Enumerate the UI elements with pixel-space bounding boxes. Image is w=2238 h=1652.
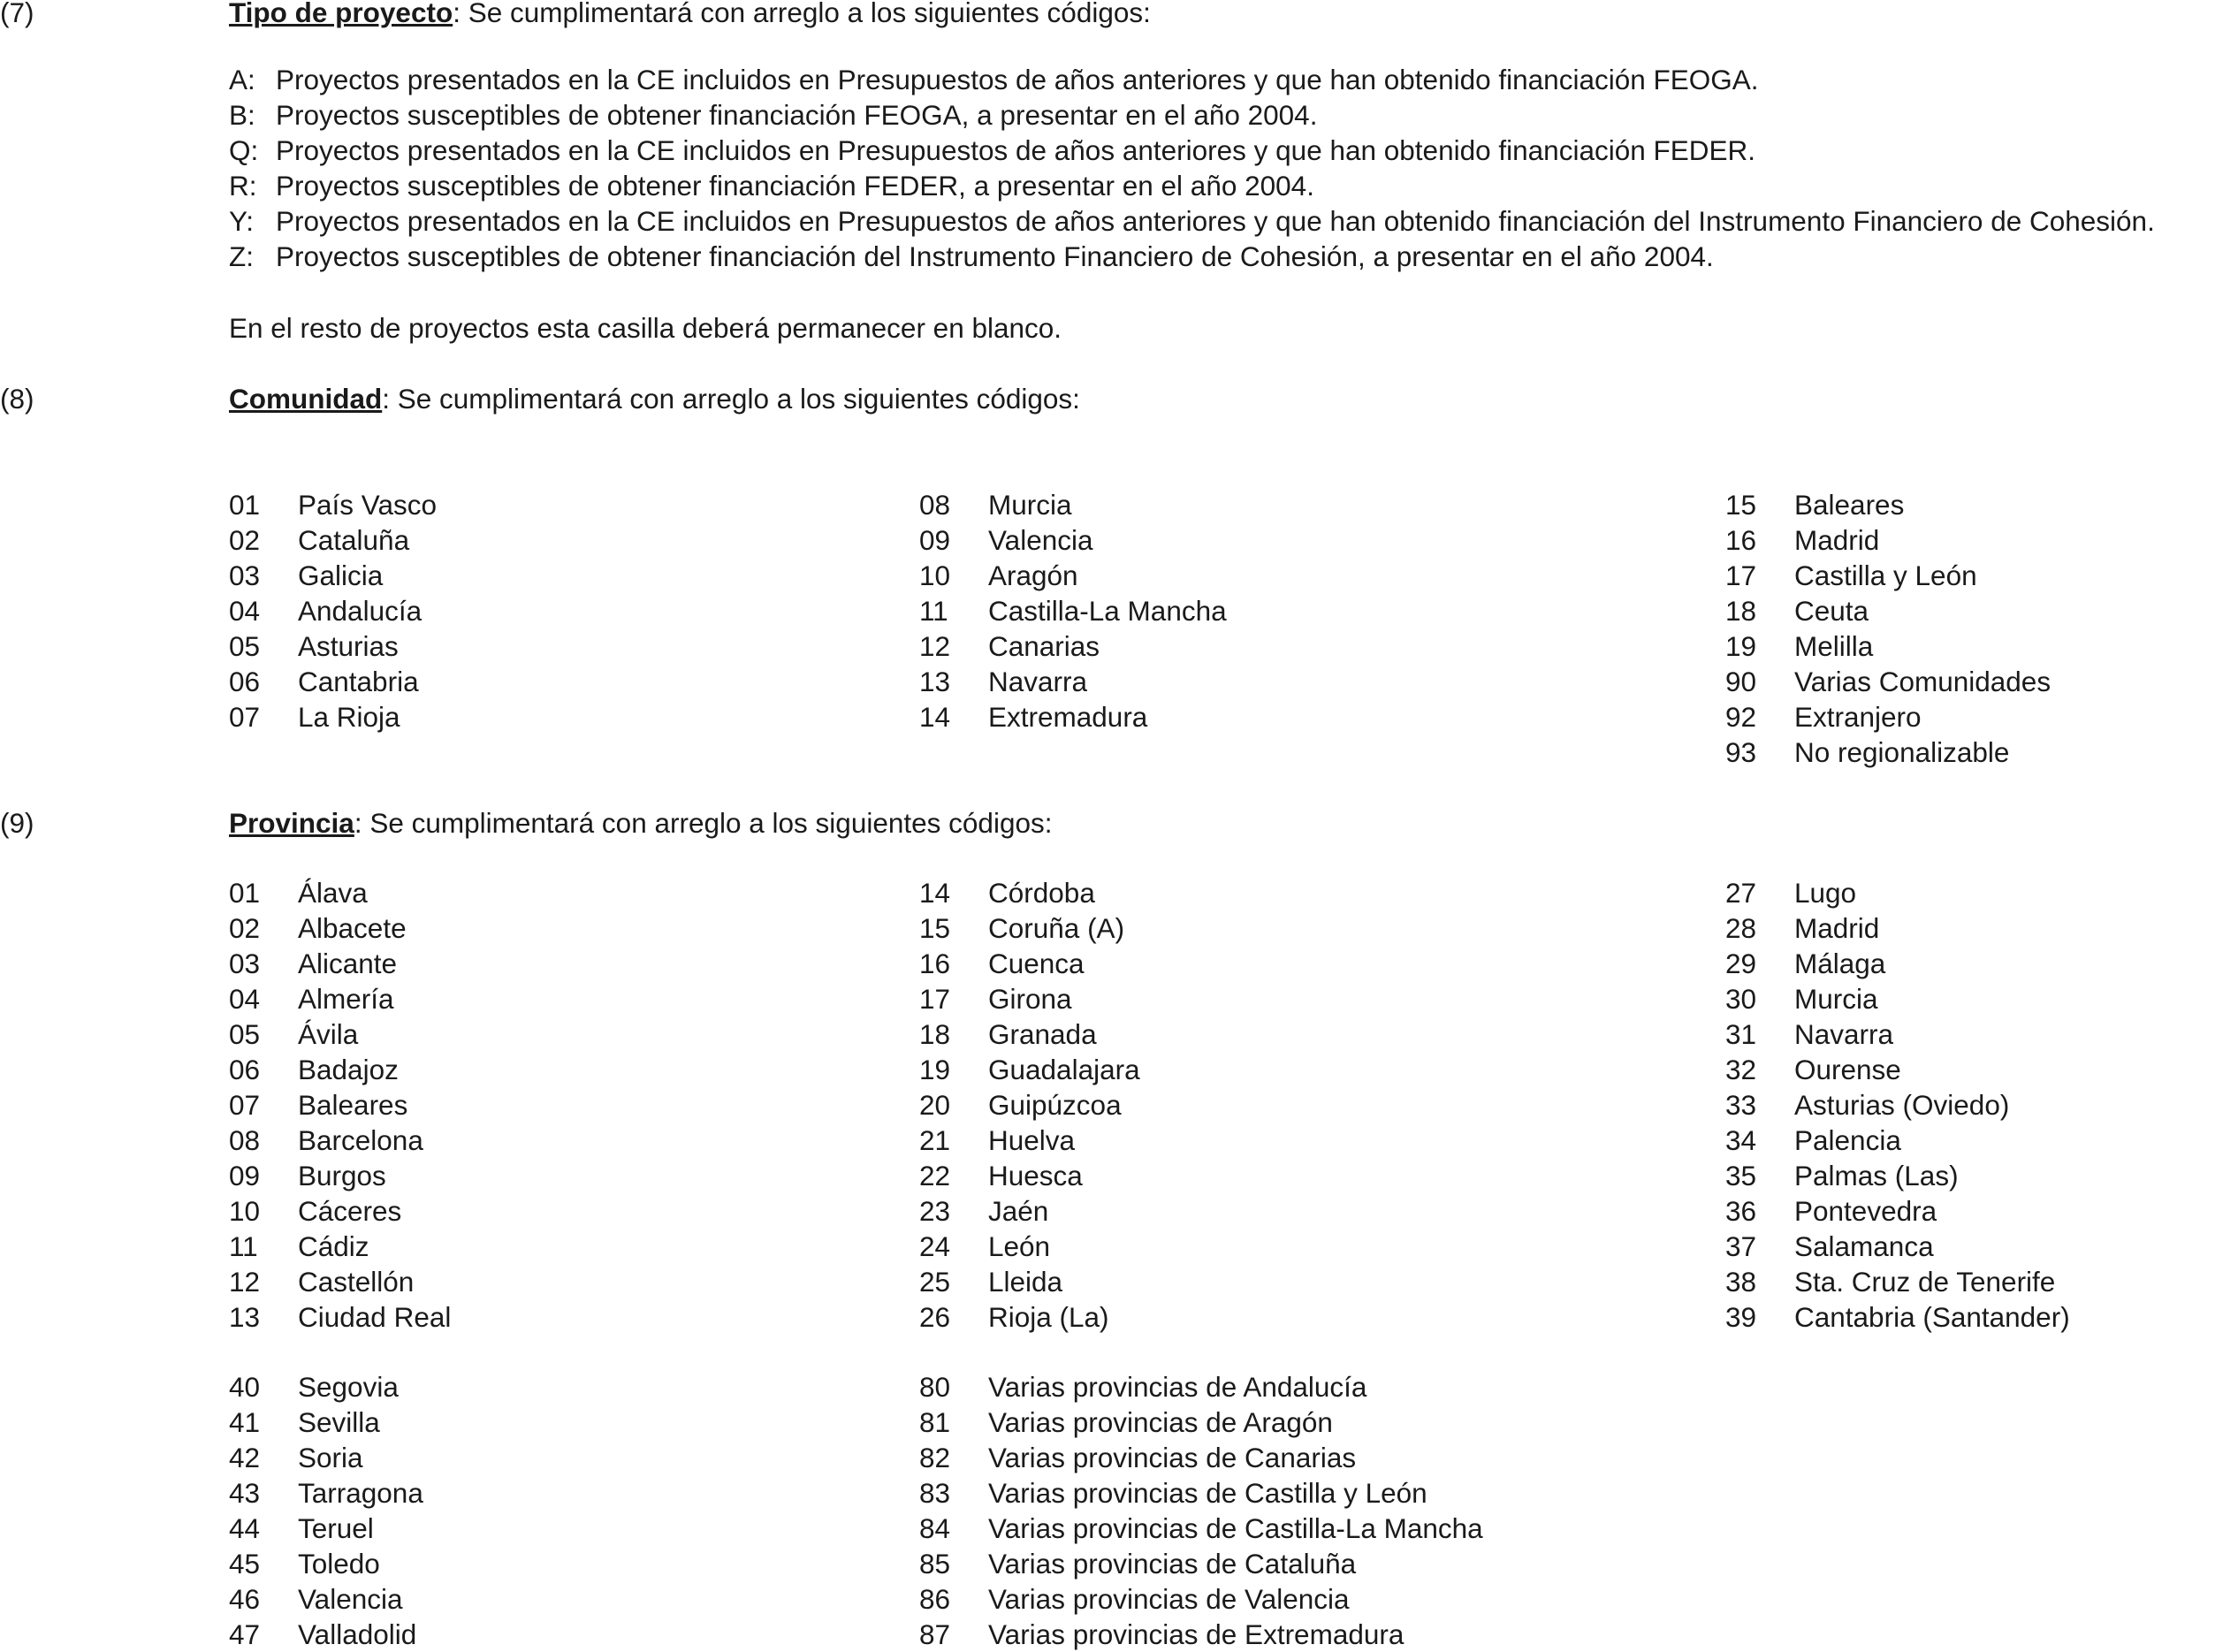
comunidad-column-2 bbox=[919, 487, 1227, 735]
list-item bbox=[229, 168, 2155, 203]
list-item bbox=[229, 1264, 451, 1299]
item-code: 23 bbox=[919, 1195, 951, 1227]
item-code: 22 bbox=[919, 1160, 951, 1191]
list-item bbox=[229, 522, 437, 558]
list-item bbox=[1725, 1016, 2070, 1052]
item-code: 35 bbox=[1725, 1160, 1757, 1191]
list-item bbox=[1725, 910, 2070, 946]
item-code: 15 bbox=[919, 912, 951, 944]
provincia-column-5 bbox=[919, 1369, 1483, 1652]
section-8-heading bbox=[229, 381, 1080, 416]
section-9-heading bbox=[229, 805, 1052, 841]
item-name: Ciudad Real bbox=[298, 1301, 452, 1333]
item-text: Proyectos presentados en la CE incluidos en Presupuestos de años anteriores y que han obtenido financiación del Instrumento Financiero de Cohesión. bbox=[276, 205, 2155, 237]
item-code: 85 bbox=[919, 1548, 951, 1580]
section-8-intro: : Se cumplimentará con arreglo a los siguientes códigos: bbox=[382, 383, 1080, 415]
list-item bbox=[229, 1193, 451, 1229]
section-9-intro: : Se cumplimentará con arreglo a los siguientes códigos: bbox=[354, 807, 1053, 839]
list-item bbox=[1725, 664, 2051, 699]
list-item bbox=[1725, 1299, 2070, 1335]
list-item bbox=[919, 981, 1140, 1016]
item-name: Almería bbox=[298, 983, 394, 1015]
item-name: Valencia bbox=[988, 524, 1093, 556]
list-item bbox=[919, 946, 1140, 981]
item-name: Varias provincias de Andalucía bbox=[988, 1371, 1367, 1403]
item-name: Varias provincias de Castilla y León bbox=[988, 1477, 1427, 1509]
item-name: Barcelona bbox=[298, 1124, 423, 1156]
item-code: 12 bbox=[229, 1266, 261, 1298]
item-name: Murcia bbox=[1794, 983, 1878, 1015]
item-letter: Y: bbox=[229, 205, 255, 237]
list-item bbox=[919, 487, 1227, 522]
item-code: 44 bbox=[229, 1512, 261, 1544]
item-code: 14 bbox=[919, 877, 951, 909]
item-code: 03 bbox=[229, 560, 261, 591]
item-name: Extranjero bbox=[1794, 701, 1922, 733]
item-name: León bbox=[988, 1230, 1051, 1262]
item-name: País Vasco bbox=[298, 489, 437, 521]
item-name: Palmas (Las) bbox=[1794, 1160, 1959, 1191]
item-code: 42 bbox=[229, 1442, 261, 1473]
list-item bbox=[1725, 699, 2051, 735]
item-code: 47 bbox=[229, 1618, 261, 1650]
section-7-intro: : Se cumplimentará con arreglo a los siguientes códigos: bbox=[453, 0, 1151, 28]
item-name: Salamanca bbox=[1794, 1230, 1934, 1262]
list-item bbox=[919, 910, 1140, 946]
item-code: 05 bbox=[229, 1018, 261, 1050]
item-name: Pontevedra bbox=[1794, 1195, 1937, 1227]
list-item bbox=[229, 593, 437, 628]
item-name: Galicia bbox=[298, 560, 384, 591]
item-code: 32 bbox=[1725, 1054, 1757, 1085]
list-item bbox=[1725, 1158, 2070, 1193]
item-name: Castellón bbox=[298, 1266, 415, 1298]
section-9-title: Provincia bbox=[229, 807, 354, 839]
item-name: Burgos bbox=[298, 1160, 386, 1191]
list-item bbox=[229, 1617, 423, 1652]
list-item bbox=[1725, 1052, 2070, 1087]
list-item bbox=[229, 1087, 451, 1123]
item-code: 38 bbox=[1725, 1266, 1757, 1298]
list-item bbox=[229, 1369, 423, 1405]
item-name: Córdoba bbox=[988, 877, 1095, 909]
list-item bbox=[919, 1229, 1140, 1264]
item-code: 21 bbox=[919, 1124, 951, 1156]
list-item bbox=[919, 1369, 1483, 1405]
item-name: Ceuta bbox=[1794, 595, 1869, 627]
comunidad-column-3 bbox=[1725, 487, 2051, 770]
list-item bbox=[919, 699, 1227, 735]
item-code: 10 bbox=[229, 1195, 261, 1227]
item-code: 40 bbox=[229, 1371, 261, 1403]
item-code: 81 bbox=[919, 1406, 951, 1438]
list-item bbox=[919, 522, 1227, 558]
list-item bbox=[229, 1158, 451, 1193]
list-item bbox=[919, 1475, 1483, 1511]
list-item bbox=[229, 1581, 423, 1617]
list-item bbox=[229, 699, 437, 735]
list-item bbox=[919, 1511, 1483, 1546]
item-name: No regionalizable bbox=[1794, 736, 2010, 768]
item-code: 06 bbox=[229, 1054, 261, 1085]
item-name: Huesca bbox=[988, 1160, 1083, 1191]
item-code: 43 bbox=[229, 1477, 261, 1509]
list-item bbox=[919, 1581, 1483, 1617]
comunidad-column-1 bbox=[229, 487, 437, 735]
item-name: Guadalajara bbox=[988, 1054, 1140, 1085]
item-name: Lugo bbox=[1794, 877, 1857, 909]
item-name: Varias Comunidades bbox=[1794, 666, 2052, 697]
item-code: 25 bbox=[919, 1266, 951, 1298]
item-code: 15 bbox=[1725, 489, 1757, 521]
list-item bbox=[229, 133, 2155, 168]
item-name: Baleares bbox=[1794, 489, 1905, 521]
section-8-number: (8) bbox=[0, 383, 34, 415]
item-name: Andalucía bbox=[298, 595, 422, 627]
list-item bbox=[229, 203, 2155, 239]
item-name: Girona bbox=[988, 983, 1072, 1015]
list-item bbox=[919, 1193, 1140, 1229]
list-item bbox=[919, 1264, 1140, 1299]
item-letter: A: bbox=[229, 64, 255, 95]
list-item bbox=[1725, 1229, 2070, 1264]
list-item bbox=[919, 558, 1227, 593]
item-code: 16 bbox=[1725, 524, 1757, 556]
item-name: Huelva bbox=[988, 1124, 1076, 1156]
item-name: Asturias bbox=[298, 630, 399, 662]
item-code: 13 bbox=[229, 1301, 261, 1333]
list-item bbox=[1725, 628, 2051, 664]
provincia-column-3 bbox=[1725, 875, 2070, 1335]
list-item bbox=[919, 1617, 1483, 1652]
item-name: Melilla bbox=[1794, 630, 1874, 662]
item-text: Proyectos presentados en la CE incluidos en Presupuestos de años anteriores y que han obtenido financiación FEDER. bbox=[276, 134, 1756, 166]
item-name: Cuenca bbox=[988, 948, 1085, 979]
item-code: 83 bbox=[919, 1477, 951, 1509]
list-item bbox=[229, 664, 437, 699]
item-name: Granada bbox=[988, 1018, 1097, 1050]
list-item bbox=[229, 487, 437, 522]
item-code: 39 bbox=[1725, 1301, 1757, 1333]
item-name: Ourense bbox=[1794, 1054, 1901, 1085]
item-name: Varias provincias de Extremadura bbox=[988, 1618, 1404, 1650]
item-code: 41 bbox=[229, 1406, 261, 1438]
item-name: Navarra bbox=[988, 666, 1088, 697]
item-code: 26 bbox=[919, 1301, 951, 1333]
list-item bbox=[229, 1546, 423, 1581]
item-name: Coruña (A) bbox=[988, 912, 1125, 944]
section-7-heading bbox=[229, 0, 1151, 30]
item-code: 27 bbox=[1725, 877, 1757, 909]
item-name: Guipúzcoa bbox=[988, 1089, 1122, 1121]
item-code: 17 bbox=[1725, 560, 1757, 591]
list-item bbox=[1725, 875, 2070, 910]
item-name: Asturias (Oviedo) bbox=[1794, 1089, 2010, 1121]
provincia-column-1 bbox=[229, 875, 451, 1335]
item-name: Cataluña bbox=[298, 524, 410, 556]
item-code: 92 bbox=[1725, 701, 1757, 733]
item-name: Cantabria (Santander) bbox=[1794, 1301, 2070, 1333]
item-code: 46 bbox=[229, 1583, 261, 1615]
item-name: Valencia bbox=[298, 1583, 403, 1615]
item-text: Proyectos susceptibles de obtener financiación del Instrumento Financiero de Cohesión, a presentar en el año 2004. bbox=[276, 240, 1714, 272]
item-code: 04 bbox=[229, 983, 261, 1015]
item-name: Madrid bbox=[1794, 912, 1880, 944]
list-item bbox=[919, 1546, 1483, 1581]
item-code: 84 bbox=[919, 1512, 951, 1544]
item-code: 34 bbox=[1725, 1124, 1757, 1156]
item-code: 87 bbox=[919, 1618, 951, 1650]
list-item bbox=[229, 628, 437, 664]
list-item bbox=[1725, 981, 2070, 1016]
list-item bbox=[919, 1052, 1140, 1087]
item-code: 36 bbox=[1725, 1195, 1757, 1227]
section-9-number: (9) bbox=[0, 807, 34, 839]
item-name: La Rioja bbox=[298, 701, 400, 733]
item-code: 29 bbox=[1725, 948, 1757, 979]
item-code: 37 bbox=[1725, 1230, 1757, 1262]
list-item bbox=[919, 875, 1140, 910]
provincia-column-2 bbox=[919, 875, 1140, 1335]
list-item bbox=[229, 1016, 451, 1052]
item-code: 07 bbox=[229, 1089, 261, 1121]
item-code: 82 bbox=[919, 1442, 951, 1473]
item-name: Varias provincias de Cataluña bbox=[988, 1548, 1357, 1580]
item-name: Varias provincias de Canarias bbox=[988, 1442, 1357, 1473]
list-item bbox=[229, 1123, 451, 1158]
item-name: Cantabria bbox=[298, 666, 419, 697]
list-item bbox=[1725, 946, 2070, 981]
section-7-note: En el resto de proyectos esta casilla deberá permanecer en blanco. bbox=[229, 312, 1062, 344]
list-item bbox=[1725, 558, 2051, 593]
list-item bbox=[229, 62, 2155, 97]
list-item bbox=[919, 1299, 1140, 1335]
section-8-title: Comunidad bbox=[229, 383, 383, 415]
item-name: Soria bbox=[298, 1442, 363, 1473]
item-text: Proyectos susceptibles de obtener financiación FEOGA, a presentar en el año 2004. bbox=[276, 99, 1318, 131]
item-letter: Q: bbox=[229, 134, 259, 166]
item-name: Alicante bbox=[298, 948, 398, 979]
item-code: 31 bbox=[1725, 1018, 1757, 1050]
item-name: Málaga bbox=[1794, 948, 1886, 979]
item-code: 33 bbox=[1725, 1089, 1757, 1121]
list-item bbox=[229, 558, 437, 593]
list-item bbox=[919, 593, 1227, 628]
item-name: Toledo bbox=[298, 1548, 380, 1580]
item-letter: Z: bbox=[229, 240, 254, 272]
item-name: Varias provincias de Aragón bbox=[988, 1406, 1333, 1438]
item-name: Castilla-La Mancha bbox=[988, 595, 1227, 627]
item-code: 45 bbox=[229, 1548, 261, 1580]
item-code: 10 bbox=[919, 560, 951, 591]
list-item bbox=[1725, 1264, 2070, 1299]
list-item bbox=[229, 875, 451, 910]
item-name: Varias provincias de Valencia bbox=[988, 1583, 1350, 1615]
item-name: Valladolid bbox=[298, 1618, 417, 1650]
item-name: Jaén bbox=[988, 1195, 1049, 1227]
section-7-number: (7) bbox=[0, 0, 34, 28]
item-name: Segovia bbox=[298, 1371, 399, 1403]
item-name: Varias provincias de Castilla-La Mancha bbox=[988, 1512, 1483, 1544]
item-code: 24 bbox=[919, 1230, 951, 1262]
item-code: 01 bbox=[229, 489, 261, 521]
list-item bbox=[229, 1440, 423, 1475]
list-item bbox=[229, 1299, 451, 1335]
list-item bbox=[229, 946, 451, 981]
list-item bbox=[919, 628, 1227, 664]
item-code: 12 bbox=[919, 630, 951, 662]
item-name: Sevilla bbox=[298, 1406, 380, 1438]
item-code: 14 bbox=[919, 701, 951, 733]
item-code: 03 bbox=[229, 948, 261, 979]
list-item bbox=[1725, 522, 2051, 558]
item-code: 20 bbox=[919, 1089, 951, 1121]
item-text: Proyectos susceptibles de obtener financiación FEDER, a presentar en el año 2004. bbox=[276, 170, 1314, 202]
list-item bbox=[229, 1511, 423, 1546]
item-name: Navarra bbox=[1794, 1018, 1894, 1050]
section-7-list bbox=[229, 62, 2155, 274]
item-code: 19 bbox=[919, 1054, 951, 1085]
item-code: 86 bbox=[919, 1583, 951, 1615]
item-name: Lleida bbox=[988, 1266, 1063, 1298]
item-name: Albacete bbox=[298, 912, 407, 944]
item-code: 28 bbox=[1725, 912, 1757, 944]
item-name: Murcia bbox=[988, 489, 1072, 521]
item-code: 07 bbox=[229, 701, 261, 733]
item-code: 11 bbox=[229, 1230, 258, 1262]
item-letter: B: bbox=[229, 99, 255, 131]
list-item bbox=[229, 981, 451, 1016]
item-code: 18 bbox=[1725, 595, 1757, 627]
item-name: Aragón bbox=[988, 560, 1078, 591]
list-item bbox=[1725, 593, 2051, 628]
item-name: Extremadura bbox=[988, 701, 1148, 733]
item-code: 02 bbox=[229, 524, 261, 556]
list-item bbox=[229, 1052, 451, 1087]
list-item bbox=[919, 664, 1227, 699]
list-item bbox=[919, 1087, 1140, 1123]
item-text: Proyectos presentados en la CE incluidos en Presupuestos de años anteriores y que han obtenido financiación FEOGA. bbox=[276, 64, 1759, 95]
item-code: 90 bbox=[1725, 666, 1757, 697]
item-code: 30 bbox=[1725, 983, 1757, 1015]
item-name: Cáceres bbox=[298, 1195, 402, 1227]
list-item bbox=[229, 1405, 423, 1440]
item-code: 80 bbox=[919, 1371, 951, 1403]
item-code: 08 bbox=[919, 489, 951, 521]
list-item bbox=[919, 1158, 1140, 1193]
item-name: Teruel bbox=[298, 1512, 374, 1544]
item-name: Álava bbox=[298, 877, 368, 909]
item-name: Sta. Cruz de Tenerife bbox=[1794, 1266, 2056, 1298]
item-code: 19 bbox=[1725, 630, 1757, 662]
list-item bbox=[1725, 1087, 2070, 1123]
item-name: Canarias bbox=[988, 630, 1100, 662]
item-name: Badajoz bbox=[298, 1054, 399, 1085]
item-code: 13 bbox=[919, 666, 951, 697]
item-code: 02 bbox=[229, 912, 261, 944]
item-code: 08 bbox=[229, 1124, 261, 1156]
item-name: Palencia bbox=[1794, 1124, 1901, 1156]
section-7-title: Tipo de proyecto bbox=[229, 0, 453, 28]
item-code: 11 bbox=[919, 595, 948, 627]
item-name: Baleares bbox=[298, 1089, 408, 1121]
list-item bbox=[229, 1229, 451, 1264]
item-name: Castilla y León bbox=[1794, 560, 1977, 591]
list-item bbox=[1725, 1123, 2070, 1158]
item-name: Cádiz bbox=[298, 1230, 369, 1262]
item-code: 06 bbox=[229, 666, 261, 697]
list-item bbox=[919, 1440, 1483, 1475]
list-item bbox=[1725, 1193, 2070, 1229]
item-name: Ávila bbox=[298, 1018, 359, 1050]
item-name: Madrid bbox=[1794, 524, 1880, 556]
item-code: 01 bbox=[229, 877, 261, 909]
item-name: Rioja (La) bbox=[988, 1301, 1109, 1333]
item-code: 04 bbox=[229, 595, 261, 627]
item-code: 93 bbox=[1725, 736, 1757, 768]
item-code: 18 bbox=[919, 1018, 951, 1050]
item-letter: R: bbox=[229, 170, 257, 202]
list-item bbox=[229, 1475, 423, 1511]
list-item bbox=[919, 1123, 1140, 1158]
list-item bbox=[919, 1016, 1140, 1052]
provincia-column-4 bbox=[229, 1369, 423, 1652]
list-item bbox=[1725, 487, 2051, 522]
item-code: 05 bbox=[229, 630, 261, 662]
list-item bbox=[919, 1405, 1483, 1440]
list-item bbox=[229, 910, 451, 946]
item-code: 16 bbox=[919, 948, 951, 979]
list-item bbox=[229, 239, 2155, 274]
list-item bbox=[229, 97, 2155, 133]
item-code: 17 bbox=[919, 983, 951, 1015]
list-item bbox=[1725, 735, 2051, 770]
item-code: 09 bbox=[919, 524, 951, 556]
item-code: 09 bbox=[229, 1160, 261, 1191]
item-name: Tarragona bbox=[298, 1477, 423, 1509]
